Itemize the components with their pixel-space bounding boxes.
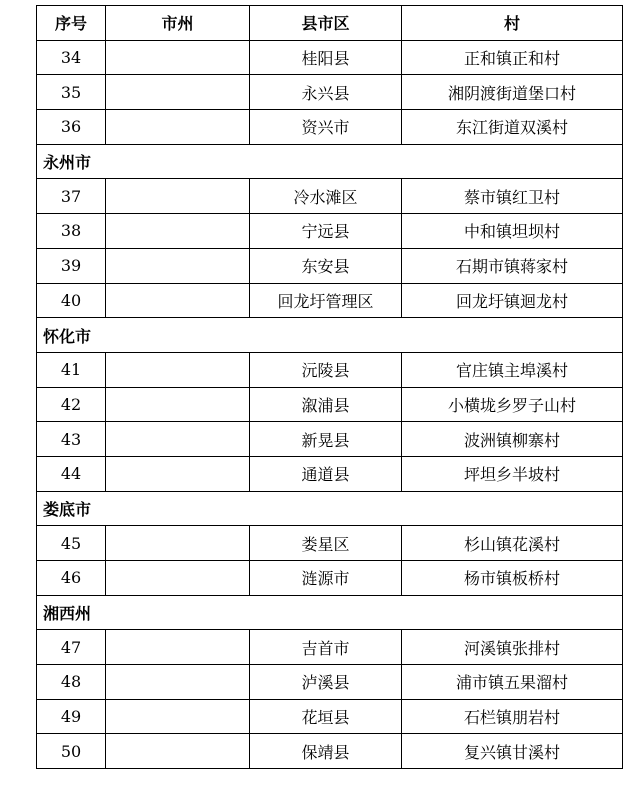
row-city — [106, 665, 250, 700]
row-city — [106, 248, 250, 283]
row-number: 39 — [37, 248, 106, 283]
row-city — [106, 352, 250, 387]
table-row — [37, 75, 623, 110]
row-number: 44 — [37, 456, 106, 491]
table-row — [37, 422, 623, 457]
table-row — [37, 283, 623, 318]
table-row — [37, 630, 623, 665]
row-city — [106, 526, 250, 561]
row-number: 47 — [37, 630, 106, 665]
row-county: 吉首市 — [250, 630, 402, 665]
table-row — [37, 40, 623, 75]
row-city — [106, 699, 250, 734]
row-city — [106, 110, 250, 145]
row-village: 河溪镇张排村 — [402, 630, 623, 665]
row-county: 宁远县 — [250, 214, 402, 249]
row-village: 东江街道双溪村 — [402, 110, 623, 145]
row-village: 坪坦乡半坡村 — [402, 456, 623, 491]
row-city — [106, 630, 250, 665]
row-number: 35 — [37, 75, 106, 110]
row-village: 官庄镇主埠溪村 — [402, 352, 623, 387]
row-number: 49 — [37, 699, 106, 734]
row-number: 37 — [37, 179, 106, 214]
row-county: 永兴县 — [250, 75, 402, 110]
row-village: 杉山镇花溪村 — [402, 526, 623, 561]
group-name: 娄底市 — [37, 491, 623, 526]
row-village: 蔡市镇红卫村 — [402, 179, 623, 214]
row-village: 杨市镇板桥村 — [402, 561, 623, 596]
group-name: 怀化市 — [37, 318, 623, 353]
row-county: 冷水滩区 — [250, 179, 402, 214]
header-city: 市州 — [106, 6, 250, 41]
row-number: 45 — [37, 526, 106, 561]
row-city — [106, 179, 250, 214]
table-row — [37, 214, 623, 249]
table-row — [37, 248, 623, 283]
row-city — [106, 734, 250, 769]
table-row — [37, 179, 623, 214]
row-village: 小横垅乡罗子山村 — [402, 387, 623, 422]
row-number: 43 — [37, 422, 106, 457]
row-city — [106, 387, 250, 422]
group-row — [37, 144, 623, 179]
row-village: 湘阴渡街道堡口村 — [402, 75, 623, 110]
row-number: 50 — [37, 734, 106, 769]
header-village: 村 — [402, 6, 623, 41]
row-county: 沅陵县 — [250, 352, 402, 387]
row-county: 涟源市 — [250, 561, 402, 596]
table-row — [37, 561, 623, 596]
table-body — [37, 6, 623, 769]
row-village: 波洲镇柳寨村 — [402, 422, 623, 457]
group-row — [37, 318, 623, 353]
row-city — [106, 283, 250, 318]
row-county: 东安县 — [250, 248, 402, 283]
row-number: 41 — [37, 352, 106, 387]
row-village: 石栏镇朋岩村 — [402, 699, 623, 734]
row-city — [106, 214, 250, 249]
row-village: 正和镇正和村 — [402, 40, 623, 75]
group-row — [37, 491, 623, 526]
row-number: 38 — [37, 214, 106, 249]
row-city — [106, 40, 250, 75]
row-number: 40 — [37, 283, 106, 318]
row-village: 石期市镇蒋家村 — [402, 248, 623, 283]
row-number: 36 — [37, 110, 106, 145]
row-county: 通道县 — [250, 456, 402, 491]
table-row — [37, 110, 623, 145]
row-city — [106, 561, 250, 596]
header-no: 序号 — [37, 6, 106, 41]
row-county: 花垣县 — [250, 699, 402, 734]
header-county: 县市区 — [250, 6, 402, 41]
table-row — [37, 352, 623, 387]
group-row — [37, 595, 623, 630]
village-table — [36, 5, 623, 769]
row-county: 保靖县 — [250, 734, 402, 769]
row-county: 回龙圩管理区 — [250, 283, 402, 318]
row-county: 泸溪县 — [250, 665, 402, 700]
row-city — [106, 75, 250, 110]
row-county: 桂阳县 — [250, 40, 402, 75]
table-row — [37, 526, 623, 561]
row-village: 回龙圩镇迴龙村 — [402, 283, 623, 318]
header-row — [37, 6, 623, 41]
table-row — [37, 734, 623, 769]
row-village: 浦市镇五果溜村 — [402, 665, 623, 700]
row-city — [106, 456, 250, 491]
table-row — [37, 699, 623, 734]
table-row — [37, 456, 623, 491]
row-number: 34 — [37, 40, 106, 75]
row-village: 中和镇坦坝村 — [402, 214, 623, 249]
row-county: 溆浦县 — [250, 387, 402, 422]
row-number: 46 — [37, 561, 106, 596]
row-county: 资兴市 — [250, 110, 402, 145]
row-county: 新晃县 — [250, 422, 402, 457]
row-number: 42 — [37, 387, 106, 422]
table-row — [37, 665, 623, 700]
row-city — [106, 422, 250, 457]
row-number: 48 — [37, 665, 106, 700]
row-village: 复兴镇甘溪村 — [402, 734, 623, 769]
group-name: 永州市 — [37, 144, 623, 179]
row-county: 娄星区 — [250, 526, 402, 561]
group-name: 湘西州 — [37, 595, 623, 630]
table-row — [37, 387, 623, 422]
